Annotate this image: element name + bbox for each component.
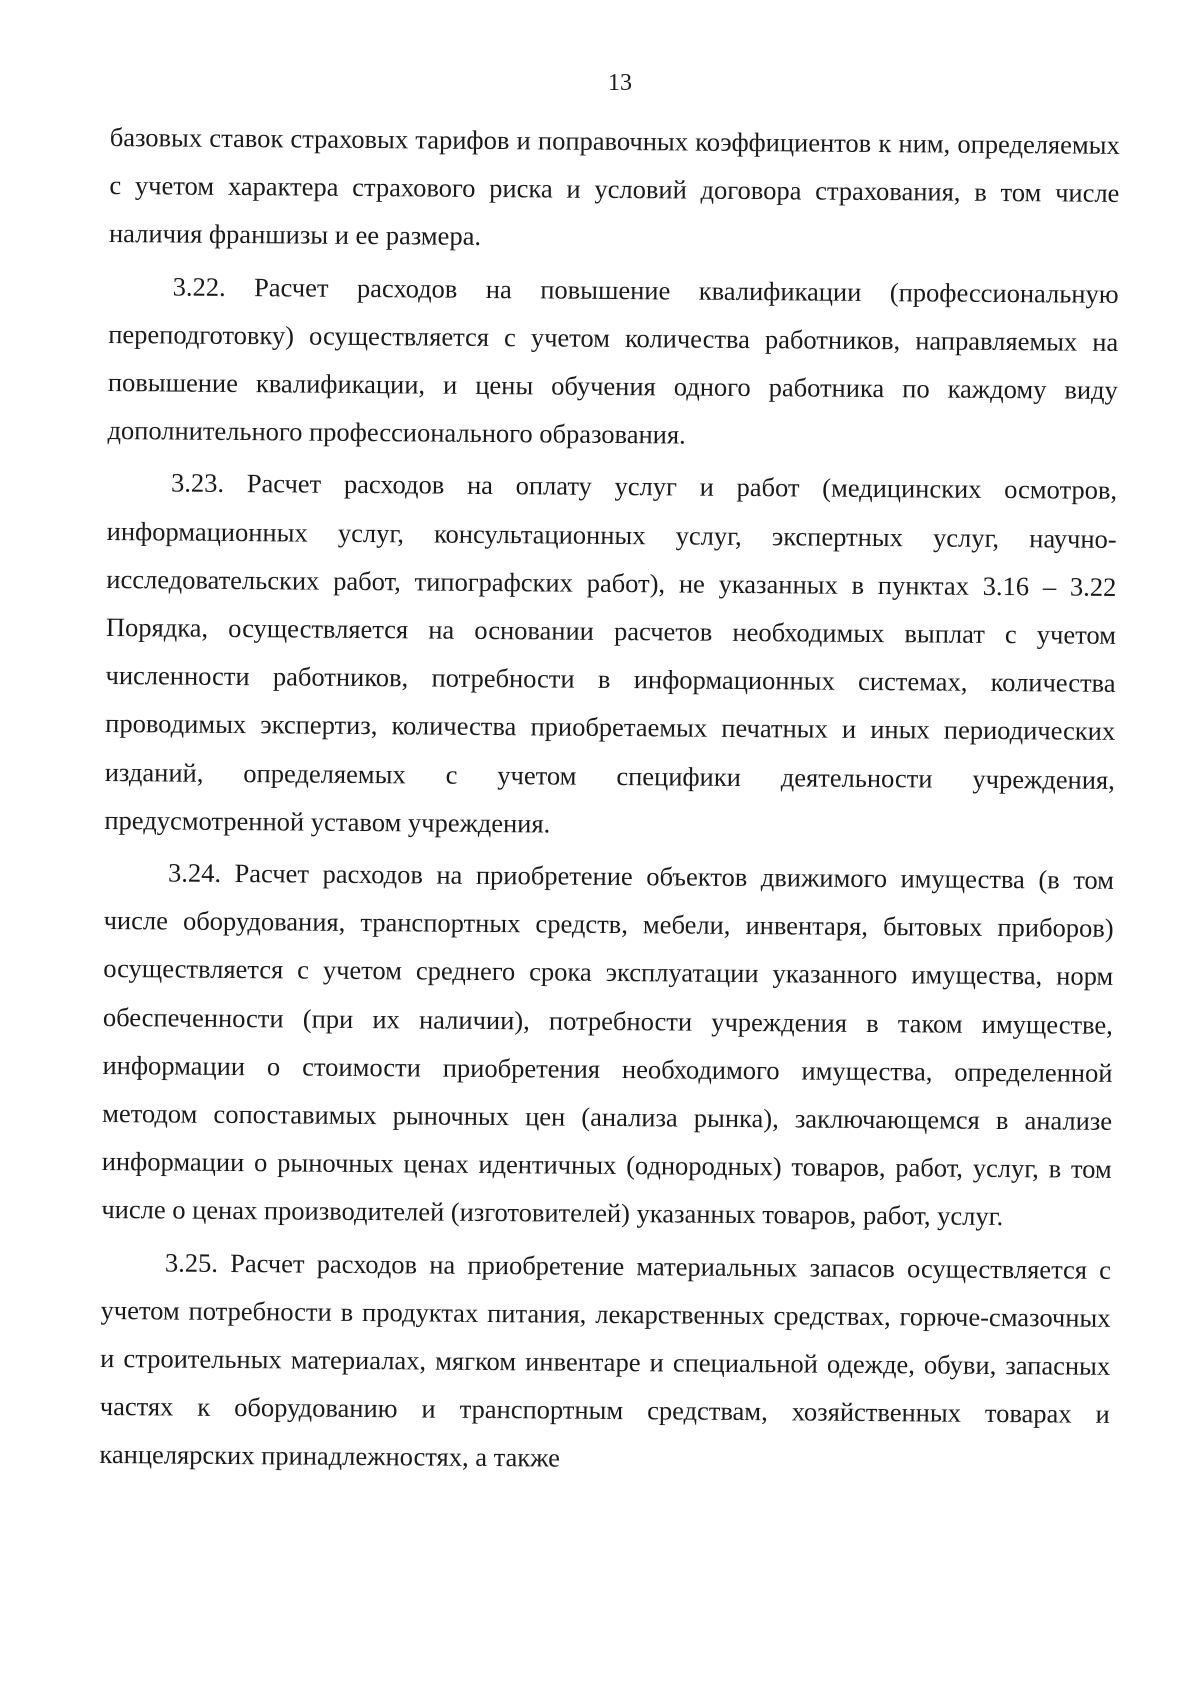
- paragraph-3-25: 3.25. Расчет расходов на приобретение материальных запасов осуществляется с учетом потребности в продуктах питания, лекарственных средствах, горюче-смазочных и строительных материалах, мягком инвентаре и специальной одежде, обуви, запасных частях к оборудованию и транспортным средствам, хозяйственных товарах и канцелярских принадлежностях, а также: [99, 1247, 1112, 1474]
- page-number: 13: [608, 70, 632, 96]
- paragraph-3-22: 3.22. Расчет расходов на повышение квалификации (профессиональную переподготовку) осуществляется с учетом количества работников, направляемых на повышение квалификации, и цены обучения одного работника по каждому виду дополнительного профессионального образования.: [107, 271, 1119, 450]
- paragraph-3-24: 3.24. Расчет расходов на приобретение объектов движимого имущества (в том числе оборудования, транспортных средств, мебели, инвентаря, бытовых приборов) осуществляется с учетом среднего срока эксплуатации указанного имущества, норм обеспеченности (при их наличии), потребности учреждения в таком имуществе, информации о стоимости приобретения необходимого имущества, определенной методом сопоставимых рыночных цен (анализа рынка), заключающемся в анализе информации о рыночных ценах идентичных (однородных) товаров, работ, услуг, в том числе о ценах производителей (изготовителей) указанных товаров, работ, услуг.: [101, 857, 1115, 1232]
- paragraph-3-23: 3.23. Расчет расходов на оплату услуг и работ (медицинских осмотров, информационных услуг, консультационных услуг, экспертных услуг, научно-исследовательских работ, типографских работ), не указанных в пунктах 3.16 – 3.22 Порядка, осуществляется на основании расчетов необходимых выплат с учетом численности работников, потребности в информационных системах, количества проводимых экспертиз, количества приобретаемых печатных и иных периодических изданий, определяемых с учетом специфики деятельности учреждения, предусмотренной уставом учреждения.: [104, 467, 1118, 839]
- paragraph-continuation: базовых ставок страховых тарифов и поправочных коэффициентов к ним, определяемых с учетом характера страхового риска и условий договора страхования, в том числе наличия франшизы и ее размера.: [108, 121, 1120, 252]
- document-body: [99, 113, 1120, 1491]
